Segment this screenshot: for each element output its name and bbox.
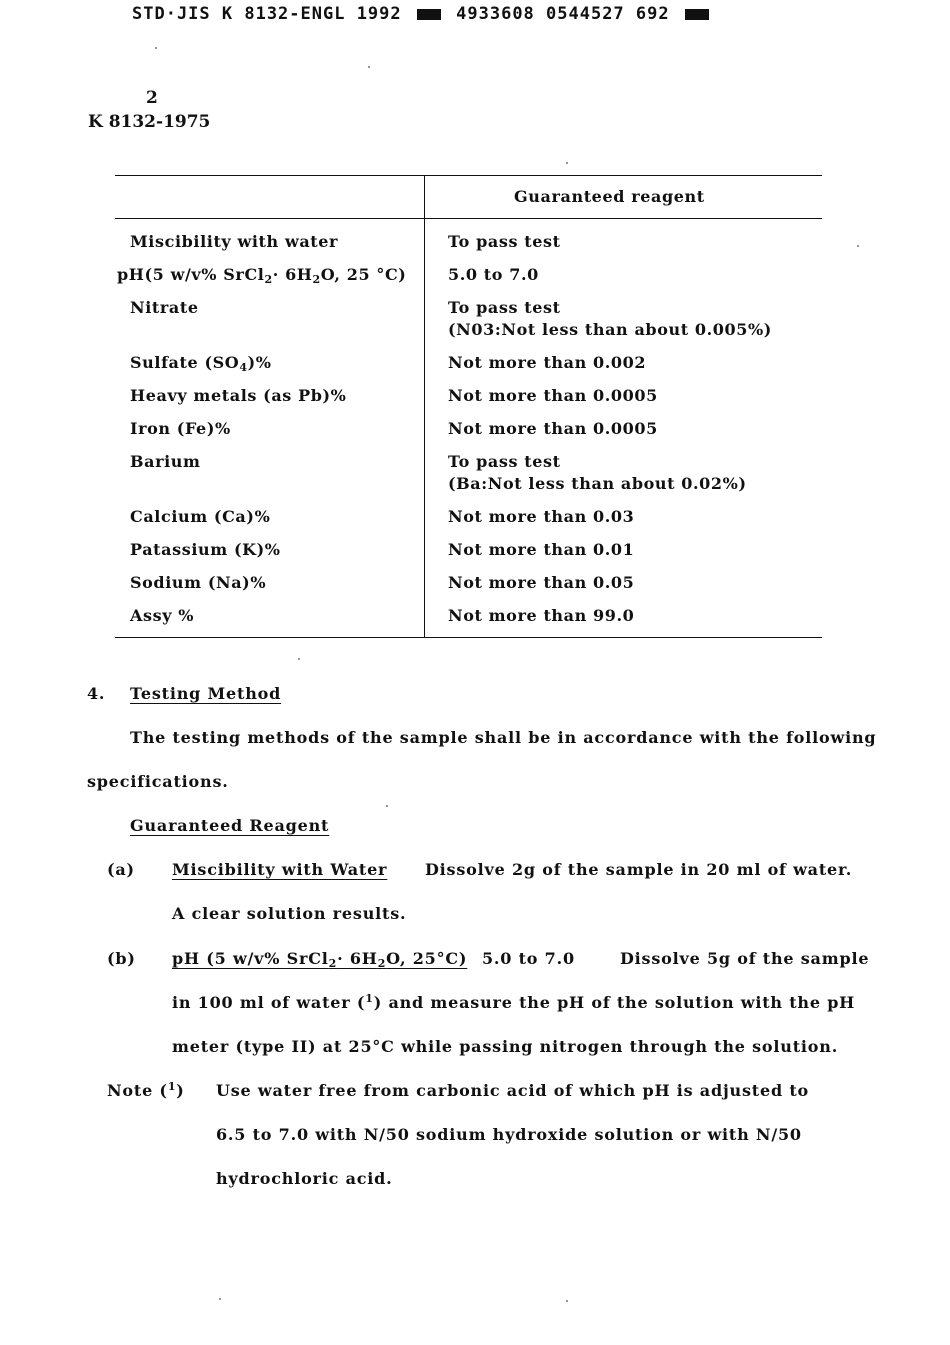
- scan-speck: [566, 1300, 568, 1302]
- item-a-result: A clear solution results.: [172, 904, 407, 923]
- table-row-item: Nitrate: [130, 298, 199, 317]
- section-title: Testing Method: [130, 684, 282, 703]
- table-row-item: Patassium (K)%: [130, 540, 281, 559]
- table-row-spec: Not more than 0.0005: [448, 386, 658, 405]
- table-row-spec: To pass test: [448, 298, 561, 317]
- table-row-item: Sulfate $(SO_4)\%$: [130, 353, 272, 374]
- table-row-item: Assy %: [130, 606, 195, 625]
- item-a-title: Miscibility with Water: [172, 860, 388, 879]
- table-row-spec-detail: (N03:Not less than about 0.005%): [448, 320, 772, 339]
- table-row-spec-detail: (Ba:Not less than about 0.02%): [448, 474, 747, 493]
- page-number: 2: [146, 88, 158, 108]
- scan-speck: [857, 245, 859, 247]
- note-label: Note ($^1$): [107, 1080, 185, 1100]
- note-text-line: 6.5 to 7.0 with N/50 sodium hydroxide solution or with N/50: [216, 1125, 802, 1144]
- scan-speck: [386, 805, 388, 807]
- table-row-item: Heavy metals (as Pb)%: [130, 386, 347, 405]
- scan-speck: [298, 658, 300, 660]
- header-block-mark: [417, 9, 441, 20]
- table-row-spec: Not more than 99.0: [448, 606, 635, 625]
- scan-speck: [368, 66, 370, 68]
- subsection-title: Guaranteed Reagent: [130, 816, 330, 835]
- scan-speck: [219, 1298, 221, 1300]
- table-header-guaranteed-reagent: Guaranteed reagent: [514, 187, 705, 206]
- table-header-rule: [115, 218, 822, 219]
- table-row-spec: To pass test: [448, 452, 561, 471]
- table-row-item: Miscibility with water: [130, 232, 339, 251]
- standard-number: K 8132-1975: [88, 112, 211, 132]
- table-row-spec: Not more than 0.0005: [448, 419, 658, 438]
- item-a-label: (a): [107, 860, 135, 879]
- table-row-spec: Not more than 0.05: [448, 573, 635, 592]
- header-code-numbers: 4933608 0544527: [456, 4, 625, 24]
- item-a-text: Dissolve 2g of the sample in 20 ml of water.: [425, 860, 853, 879]
- table-row-item: Iron (Fe)%: [130, 419, 231, 438]
- table-row-spec: Not more than 0.01: [448, 540, 635, 559]
- item-b-text: Dissolve 5g of the sample: [620, 949, 870, 968]
- table-row-spec: To pass test: [448, 232, 561, 251]
- table-row-item: Barium: [130, 452, 201, 471]
- table-row-spec: Not more than 0.002: [448, 353, 647, 372]
- table-row-spec: 5.0 to 7.0: [448, 265, 539, 284]
- table-bottom-rule: [115, 637, 822, 638]
- document-header: [132, 4, 713, 24]
- section-intro-line: The testing methods of the sample shall be in accordance with the following: [130, 728, 877, 747]
- header-block-mark: [685, 9, 709, 20]
- note-text-line: hydrochloric acid.: [216, 1169, 393, 1188]
- scan-speck: [566, 162, 568, 164]
- table-top-rule: [115, 175, 822, 176]
- table-row-item: Calcium (Ca)%: [130, 507, 271, 526]
- note-text-line: Use water free from carbonic acid of which pH is adjusted to: [216, 1081, 809, 1100]
- table-column-divider: [424, 175, 425, 637]
- item-b-text-line: in 100 ml of water ($^1$) and measure the pH of the solution with the pH: [172, 992, 856, 1012]
- header-code-suffix: 692: [635, 4, 670, 24]
- table-row-spec: Not more than 0.03: [448, 507, 635, 526]
- item-b-text-line: meter (type II) at 25°C while passing nitrogen through the solution.: [172, 1037, 839, 1056]
- item-b-range: 5.0 to 7.0: [482, 949, 575, 968]
- table-row-item: pH(5 w/v% SrCl$_2$· $6H_2O$, 25 °C): [117, 265, 407, 286]
- header-standard-code: STD·JIS K 8132-ENGL 1992: [132, 4, 402, 24]
- scan-speck: [155, 47, 157, 49]
- item-b-title: pH (5 w/v% SrCl$_2$· $6H_2O$, 25°C): [172, 949, 468, 970]
- section-intro-line: specifications.: [87, 772, 229, 791]
- section-number: 4.: [87, 684, 106, 703]
- item-b-label: (b): [107, 949, 136, 968]
- table-row-item: Sodium (Na)%: [130, 573, 267, 592]
